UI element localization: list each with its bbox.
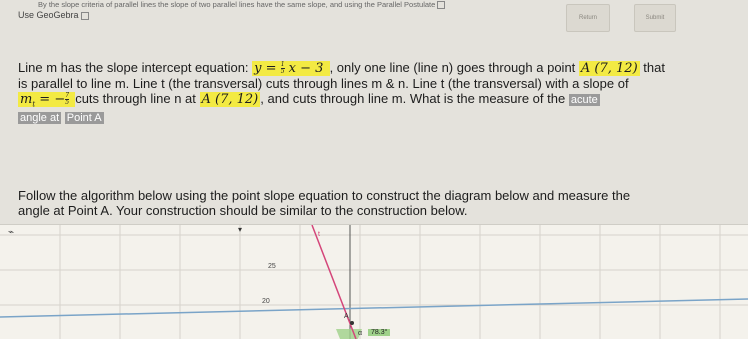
mt-fraction: [65, 93, 69, 106]
eq-fraction: [281, 62, 285, 75]
criteria-text: By the slope criteria of parallel lines the slope of two parallel lines have the same slope, and using the Parallel Postulate: [38, 0, 436, 9]
point-a-dot[interactable]: [350, 321, 354, 325]
cuts-line-n-text: cuts through line n at: [75, 91, 196, 106]
line-n: [0, 299, 748, 317]
graph-corner-marker: ▾: [238, 225, 243, 234]
point-a-coords-2: A (7, 12): [201, 92, 259, 107]
geogebra-link-label: Use GeoGebra: [18, 10, 79, 20]
line-n-text: , only one line (line n) goes through a point: [329, 60, 576, 75]
mt-eq: = −: [35, 92, 66, 107]
y-tick-20: 20: [262, 298, 270, 305]
submit-button[interactable]: [634, 4, 676, 32]
external-link-icon: [81, 12, 89, 20]
return-button[interactable]: [566, 4, 610, 32]
question-text: , and cuts through line m. What is the measure of the: [260, 91, 566, 106]
point-a-label: A: [344, 313, 349, 320]
mt-sub: t: [32, 100, 36, 109]
parallel-transversal-text: is parallel to line m. Line t (the transversal) cuts through lines m & n. Line t (the transversal) with a slope of: [18, 76, 629, 91]
line-t-label: t: [318, 231, 320, 238]
slope-criteria-text: [38, 0, 445, 9]
mt-den: 5: [65, 99, 70, 106]
mt-label: m: [20, 92, 33, 107]
geogebra-link[interactable]: [18, 10, 89, 20]
problem-line-1: [18, 60, 665, 76]
construction-graph[interactable]: [0, 224, 748, 339]
y-tick-25: 25: [268, 263, 276, 270]
angle-value-badge: 78.3°: [368, 329, 390, 336]
external-link-icon: [437, 1, 445, 9]
eq-den: 5: [280, 68, 285, 75]
mt-num: 7: [65, 92, 70, 99]
problem-line-2: [18, 76, 629, 91]
problem-line-3: [18, 91, 600, 109]
graph-menu-icon[interactable]: ⌁: [8, 227, 15, 238]
point-a-coords: A (7, 12): [580, 61, 638, 76]
follow-line-1: [18, 188, 630, 203]
follow-line-2: [18, 203, 468, 218]
point-a-badge: Point A: [66, 112, 102, 124]
follow-text-2: angle at Point A. Your construction should be similar to the construction below.: [18, 203, 468, 218]
graph-svg: [0, 225, 748, 339]
line-m-intro: Line m has the slope intercept equation:: [18, 60, 249, 75]
eq-y: y =: [254, 61, 277, 76]
return-label: Return: [578, 15, 597, 21]
submit-label: Submit: [645, 15, 665, 21]
slope-mt: [18, 92, 75, 107]
eq-rest: x − 3: [288, 61, 324, 76]
angle-alpha-label: α: [358, 330, 363, 337]
line-t: [312, 225, 356, 339]
that-text: that: [643, 60, 665, 75]
eq-num: 1: [280, 61, 285, 68]
grid-lines: [0, 225, 748, 339]
acute-badge: acute: [570, 94, 598, 106]
follow-text-1: Follow the algorithm below using the point slope equation to construct the diagram below and measure the: [18, 188, 631, 203]
angle-at-badge: angle at: [20, 112, 60, 124]
problem-line-4: [18, 109, 104, 124]
line-m-equation: [252, 61, 329, 76]
